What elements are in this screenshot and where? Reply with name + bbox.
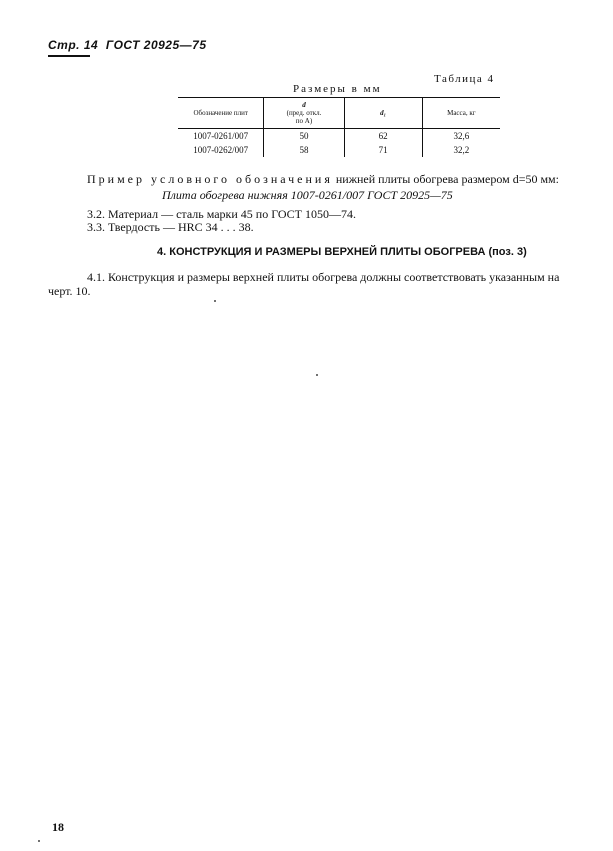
table-cell: 50 (264, 129, 344, 144)
table-row (178, 143, 500, 157)
header-rule (48, 55, 90, 57)
section-heading: 4. КОНСТРУКЦИЯ И РАЗМЕРЫ ВЕРХНЕЙ ПЛИТЫ ОБОГРЕВА (поз. 3) (157, 246, 527, 258)
clause-3-2: 3.2. Материал — сталь марки 45 по ГОСТ 1050—74. (87, 207, 357, 221)
table-cell: 1007-0262/007 (193, 145, 249, 155)
scan-speck (316, 374, 318, 376)
table-cell: 32,2 (422, 143, 500, 157)
standard-label: ГОСТ 20925—75 (105, 38, 207, 52)
clause-4-1: 4.1. Конструкция и размеры верхней плиты обогрева должны соответствовать указанным на (87, 270, 560, 284)
table-cell: 32,6 (422, 129, 500, 144)
example-designation: Плита обогрева нижняя 1007-0261/007 ГОСТ 20925—75 (162, 188, 453, 202)
table-cell: 62 (344, 129, 422, 144)
table-units: Размеры в мм (293, 83, 382, 95)
example-lead: Пример условного обозначения (87, 172, 333, 186)
page-label: Стр. 14 (48, 38, 99, 52)
dimensions-table (178, 97, 500, 157)
column-header: Масса, кг (422, 98, 500, 129)
example-text: нижней плиты обогрева размером d=50 мм: (335, 172, 559, 186)
table-header-row (178, 98, 500, 129)
table-caption: Таблица 4 (434, 73, 495, 85)
page-number: 18 (52, 820, 64, 834)
table-cell: 58 (264, 143, 344, 157)
example-paragraph (87, 172, 559, 187)
scan-speck (38, 840, 40, 842)
table-cell: 1007-0261/007 (193, 131, 249, 141)
table-cell: 71 (344, 143, 422, 157)
page-header (48, 38, 207, 52)
clause-4-1-cont: черт. 10. (48, 284, 91, 298)
scan-speck (214, 300, 216, 302)
column-header: d (пред. откл. по A) (264, 98, 344, 129)
table-row (178, 129, 500, 144)
clause-3-3: 3.3. Твердость — HRC 34 . . . 38. (87, 220, 254, 234)
column-header: Обозначение плит (178, 98, 264, 129)
column-header: d₁ (344, 98, 422, 129)
